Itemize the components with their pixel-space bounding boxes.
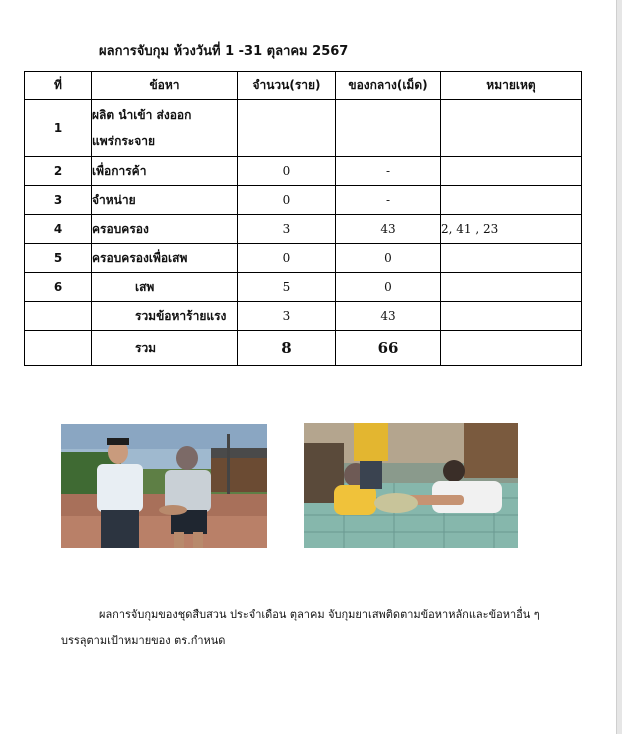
arrest-photo-indoor [304, 423, 518, 548]
row-count: 8 [238, 331, 336, 366]
row-no [25, 302, 92, 331]
row-no [25, 331, 92, 366]
row-note: 2, 41 , 23 [441, 215, 582, 244]
arrest-photo-outdoor [61, 424, 267, 548]
row-exhibit: - [336, 186, 441, 215]
row-note [441, 302, 582, 331]
row-count: 0 [238, 186, 336, 215]
table-row-grand-total [25, 331, 582, 366]
row-exhibit: 0 [336, 244, 441, 273]
row-count [238, 100, 336, 157]
row-no: 6 [25, 273, 92, 302]
table-row [25, 100, 582, 157]
row-count: 5 [238, 273, 336, 302]
row-no: 4 [25, 215, 92, 244]
row-note [441, 331, 582, 366]
row-note [441, 186, 582, 215]
row-count: 3 [238, 302, 336, 331]
row-charge: รวม [92, 331, 238, 366]
table-row [25, 157, 582, 186]
table-row-serious-total [25, 302, 582, 331]
row-no: 3 [25, 186, 92, 215]
header-charge: ข้อหา [92, 72, 238, 100]
table-row [25, 215, 582, 244]
header-no: ที่ [25, 72, 92, 100]
row-note [441, 244, 582, 273]
row-exhibit: 66 [336, 331, 441, 366]
summary-paragraph: ผลการจับกุมของชุดสืบสวน ประจำเดือน ตุลาคม จับกุมยาเสพติดตามข้อหาหลักและข้อหาอื่น ๆ บรรลุตามเป้าหมายของ ตร.กำหนด [61, 608, 540, 647]
row-note [441, 100, 582, 157]
row-charge: ครอบครอง [92, 215, 238, 244]
page-title: ผลการจับกุม ห้วงวันที่ 1 -31 ตุลาคม 2567 [99, 44, 349, 59]
row-charge: เพื่อการค้า [92, 157, 238, 186]
row-no: 1 [25, 100, 92, 157]
row-count: 0 [238, 244, 336, 273]
row-charge-line1: ผลิต นำเข้า ส่งออก [92, 108, 192, 122]
row-no: 5 [25, 244, 92, 273]
arrest-summary-table [24, 71, 582, 366]
row-charge: ครอบครองเพื่อเสพ [92, 244, 238, 273]
row-exhibit [336, 100, 441, 157]
row-charge: รวมข้อหาร้ายแรง [92, 302, 238, 331]
row-exhibit: - [336, 157, 441, 186]
header-count: จำนวน(ราย) [238, 72, 336, 100]
row-charge-line2: แพร่กระจาย [92, 134, 156, 148]
row-exhibit: 43 [336, 302, 441, 331]
header-note: หมายเหตุ [441, 72, 582, 100]
table-row [25, 273, 582, 302]
row-count: 0 [238, 157, 336, 186]
row-charge [92, 100, 238, 157]
row-exhibit: 0 [336, 273, 441, 302]
row-note [441, 273, 582, 302]
page-edge [616, 0, 622, 734]
row-exhibit: 43 [336, 215, 441, 244]
row-charge: เสพ [92, 273, 238, 302]
row-charge: จำหน่าย [92, 186, 238, 215]
row-no: 2 [25, 157, 92, 186]
header-exhibit: ของกลาง(เม็ด) [336, 72, 441, 100]
table-row [25, 244, 582, 273]
table-row [25, 186, 582, 215]
row-count: 3 [238, 215, 336, 244]
row-note [441, 157, 582, 186]
table-header-row [25, 72, 582, 100]
